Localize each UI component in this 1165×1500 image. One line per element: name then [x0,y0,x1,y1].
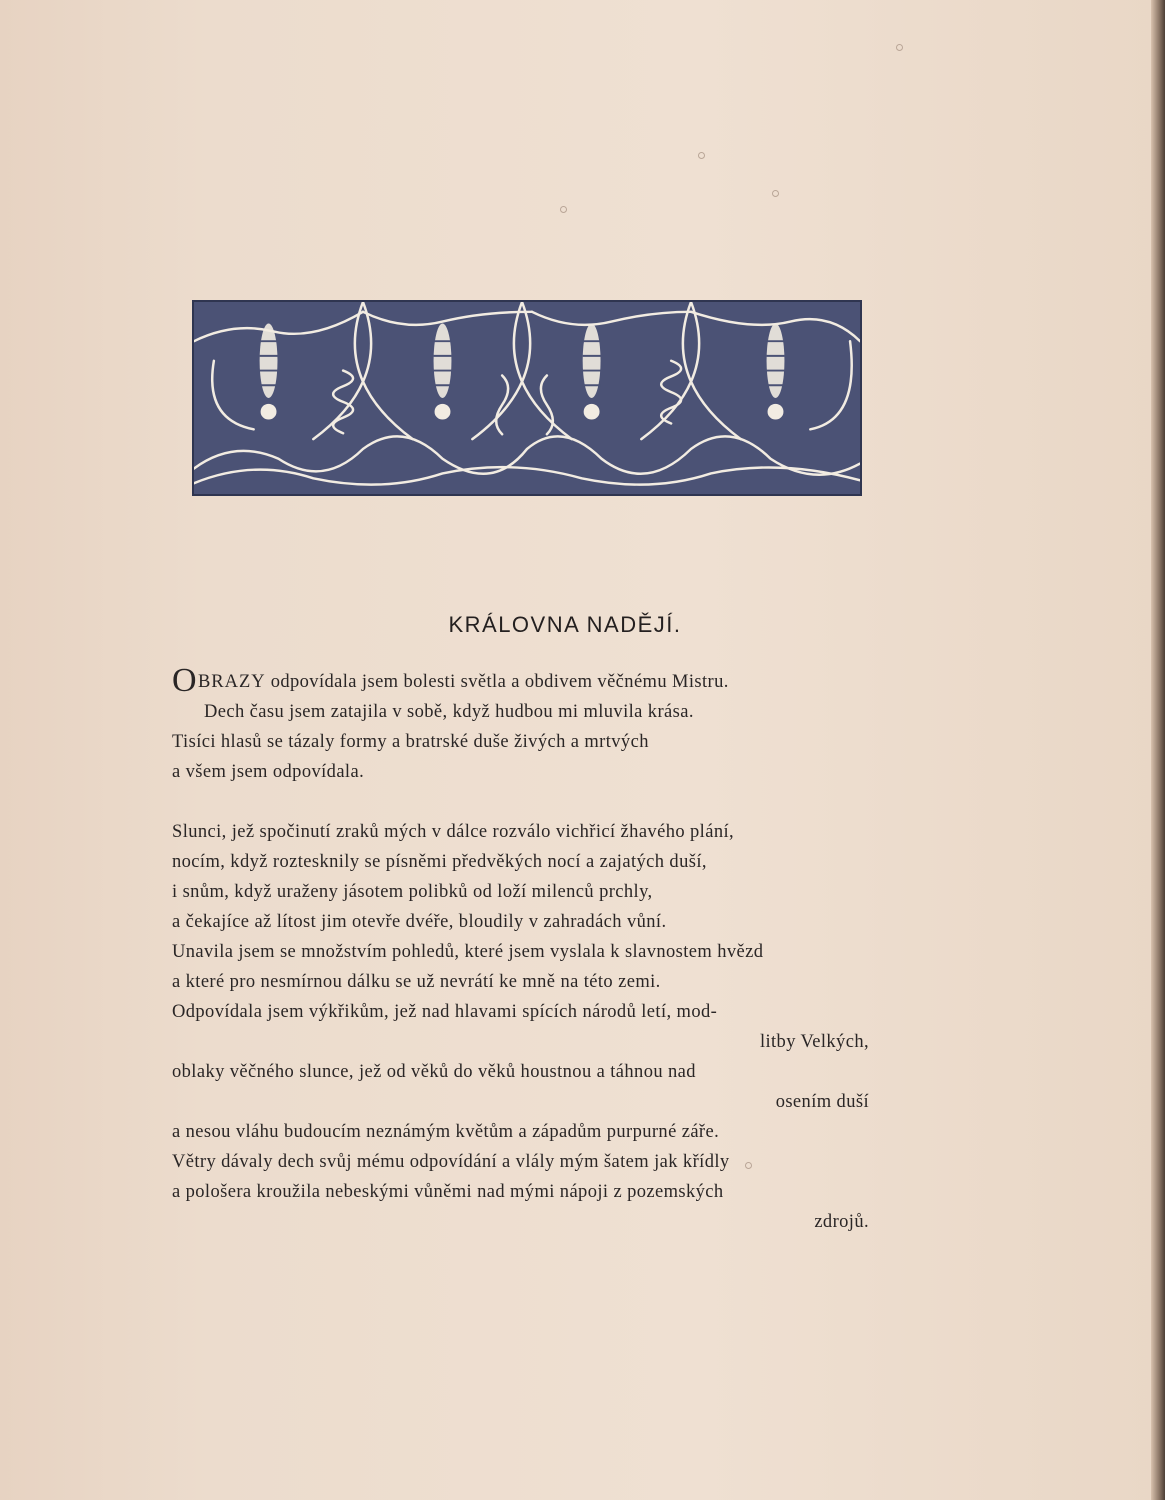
text-line: a které pro nesmírnou dálku se už nevrátí ke mně na této zemi. [172,972,661,992]
text-line: a pološera kroužila nebeskými vůněmi nad mými nápoji z pozemských [172,1182,724,1202]
text-line: Unavila jsem se množstvím pohledů, které jsem vyslala k slavnostem hvězd [172,942,764,962]
text-line: Slunci, jež spočinutí zraků mých v dálce rozválo vichřicí žhavého plání, [172,822,735,842]
text-line: nocím, když roztesknily se písněmi předvěkých nocí a zajatých duší, [172,852,707,872]
text-line: a nesou vláhu budoucím neznámým květům a západům purpurné záře. [172,1122,720,1142]
text-line: a čekajíce až lítost jim otevře dvéře, bloudily v zahradách vůní. [172,912,667,932]
text-line: Odpovídala jsem výkřikům, jež nad hlavami spících národů letí, mod- [172,1002,718,1022]
text-line-continued: zdrojů. [814,1212,869,1232]
text-line: oblaky věčného slunce, jež od věků do věků houstnou a táhnou nad [172,1062,696,1082]
chapter-title: KRÁLOVNA NADĚJÍ. [448,612,682,637]
page-edge-shadow [1151,0,1165,1500]
paper-speck [896,44,903,51]
paper-speck [560,206,567,213]
text-line [172,662,887,699]
ornament-artwork [194,302,860,494]
line-text: odpovídala jsem bolesti světla a obdivem věčnému Mistru. [265,672,729,692]
drop-cap: O [172,662,197,699]
lead-word: BRAZY [197,672,266,692]
text-line: Tisíci hlasů se tázaly formy a bratrské duše živých a mrtvých [172,732,649,752]
text-line: Větry dávaly dech svůj mému odpovídání a vlály mým šatem jak křídly [172,1152,730,1172]
paper-speck [772,190,779,197]
text-line: i snům, když uraženy jásotem polibků od loží milenců prchly, [172,882,653,902]
text-line: Dech času jsem zatajila v sobě, když hudbou mi mluvila krása. [204,702,694,722]
text-line: a všem jsem odpovídala. [172,762,365,782]
text-line-continued: osením duší [775,1092,869,1112]
paper-speck [698,152,705,159]
ornamental-header-illustration [192,300,862,496]
poem-text [172,662,887,1237]
paragraph-gap [172,787,887,817]
text-line-continued: litby Velkých, [759,1032,869,1052]
